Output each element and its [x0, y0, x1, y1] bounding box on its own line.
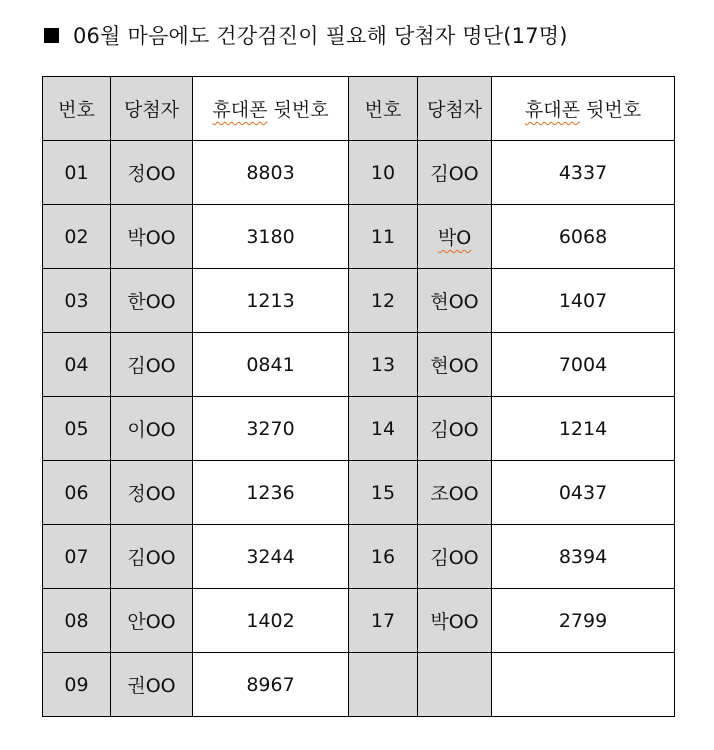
row-winner-name-right: 김OO — [418, 525, 492, 589]
row-phone-digits: 3244 — [193, 525, 349, 589]
row-phone-digits-right: 1407 — [492, 269, 675, 333]
row-number: 02 — [43, 205, 111, 269]
winners-table — [42, 76, 675, 717]
header-number: 번호 — [43, 77, 111, 141]
header-winner-right: 당첨자 — [418, 77, 492, 141]
row-phone-digits: 1236 — [193, 461, 349, 525]
row-phone-digits-right: 2799 — [492, 589, 675, 653]
row-number: 07 — [43, 525, 111, 589]
row-number-right: 13 — [349, 333, 418, 397]
row-phone-digits: 1213 — [193, 269, 349, 333]
row-phone-digits-right: 8394 — [492, 525, 675, 589]
table-header-row — [43, 77, 675, 141]
table-row — [43, 141, 675, 205]
row-number: 08 — [43, 589, 111, 653]
row-number-right: 12 — [349, 269, 418, 333]
table-row — [43, 589, 675, 653]
row-winner-name-right: 조OO — [418, 461, 492, 525]
table-row — [43, 205, 675, 269]
row-phone-digits-right: 7004 — [492, 333, 675, 397]
row-number-right: 17 — [349, 589, 418, 653]
row-winner-name: 박OO — [111, 205, 193, 269]
row-number-right: 16 — [349, 525, 418, 589]
row-phone-digits-right — [492, 653, 675, 717]
row-winner-name: 권OO — [111, 653, 193, 717]
row-winner-name-right — [418, 653, 492, 717]
table-row — [43, 269, 675, 333]
header-phone-suffix-right: 뒷번호 — [586, 99, 642, 121]
header-phone — [193, 77, 349, 141]
page-title — [44, 20, 568, 50]
row-phone-digits-right: 6068 — [492, 205, 675, 269]
header-phone-prefix-right: 휴대폰 — [524, 99, 580, 121]
row-number: 03 — [43, 269, 111, 333]
row-winner-name-text: 박O — [437, 227, 472, 249]
row-phone-digits: 0841 — [193, 333, 349, 397]
row-number: 06 — [43, 461, 111, 525]
row-winner-name: 한OO — [111, 269, 193, 333]
row-number: 05 — [43, 397, 111, 461]
row-winner-name-right: 김OO — [418, 397, 492, 461]
row-winner-name: 이OO — [111, 397, 193, 461]
header-phone-right — [492, 77, 675, 141]
row-number: 09 — [43, 653, 111, 717]
row-winner-name-right: 김OO — [418, 141, 492, 205]
page-title-text: 06월 마음에도 건강검진이 필요해 당첨자 명단(17명) — [73, 24, 568, 48]
row-phone-digits: 3270 — [193, 397, 349, 461]
row-winner-name: 정OO — [111, 461, 193, 525]
row-winner-name: 정OO — [111, 141, 193, 205]
table-row — [43, 653, 675, 717]
row-number-right — [349, 653, 418, 717]
row-number-right: 14 — [349, 397, 418, 461]
header-winner: 당첨자 — [111, 77, 193, 141]
row-phone-digits-right: 4337 — [492, 141, 675, 205]
black-square-icon — [44, 28, 59, 43]
row-phone-digits: 3180 — [193, 205, 349, 269]
row-winner-name: 안OO — [111, 589, 193, 653]
table-row — [43, 461, 675, 525]
row-winner-name: 김OO — [111, 525, 193, 589]
row-number: 01 — [43, 141, 111, 205]
row-winner-name-right — [418, 205, 492, 269]
row-winner-name-right: 현OO — [418, 269, 492, 333]
table-row — [43, 333, 675, 397]
row-phone-digits: 1402 — [193, 589, 349, 653]
row-phone-digits-right: 1214 — [492, 397, 675, 461]
header-number-right: 번호 — [349, 77, 418, 141]
row-winner-name-right: 현OO — [418, 333, 492, 397]
table-row — [43, 397, 675, 461]
row-winner-name: 김OO — [111, 333, 193, 397]
table-row — [43, 525, 675, 589]
header-phone-prefix: 휴대폰 — [212, 99, 268, 121]
row-phone-digits: 8803 — [193, 141, 349, 205]
row-phone-digits-right: 0437 — [492, 461, 675, 525]
row-phone-digits: 8967 — [193, 653, 349, 717]
row-number: 04 — [43, 333, 111, 397]
header-phone-suffix: 뒷번호 — [273, 99, 329, 121]
row-number-right: 15 — [349, 461, 418, 525]
row-number-right: 10 — [349, 141, 418, 205]
row-winner-name-right: 박OO — [418, 589, 492, 653]
row-number-right: 11 — [349, 205, 418, 269]
